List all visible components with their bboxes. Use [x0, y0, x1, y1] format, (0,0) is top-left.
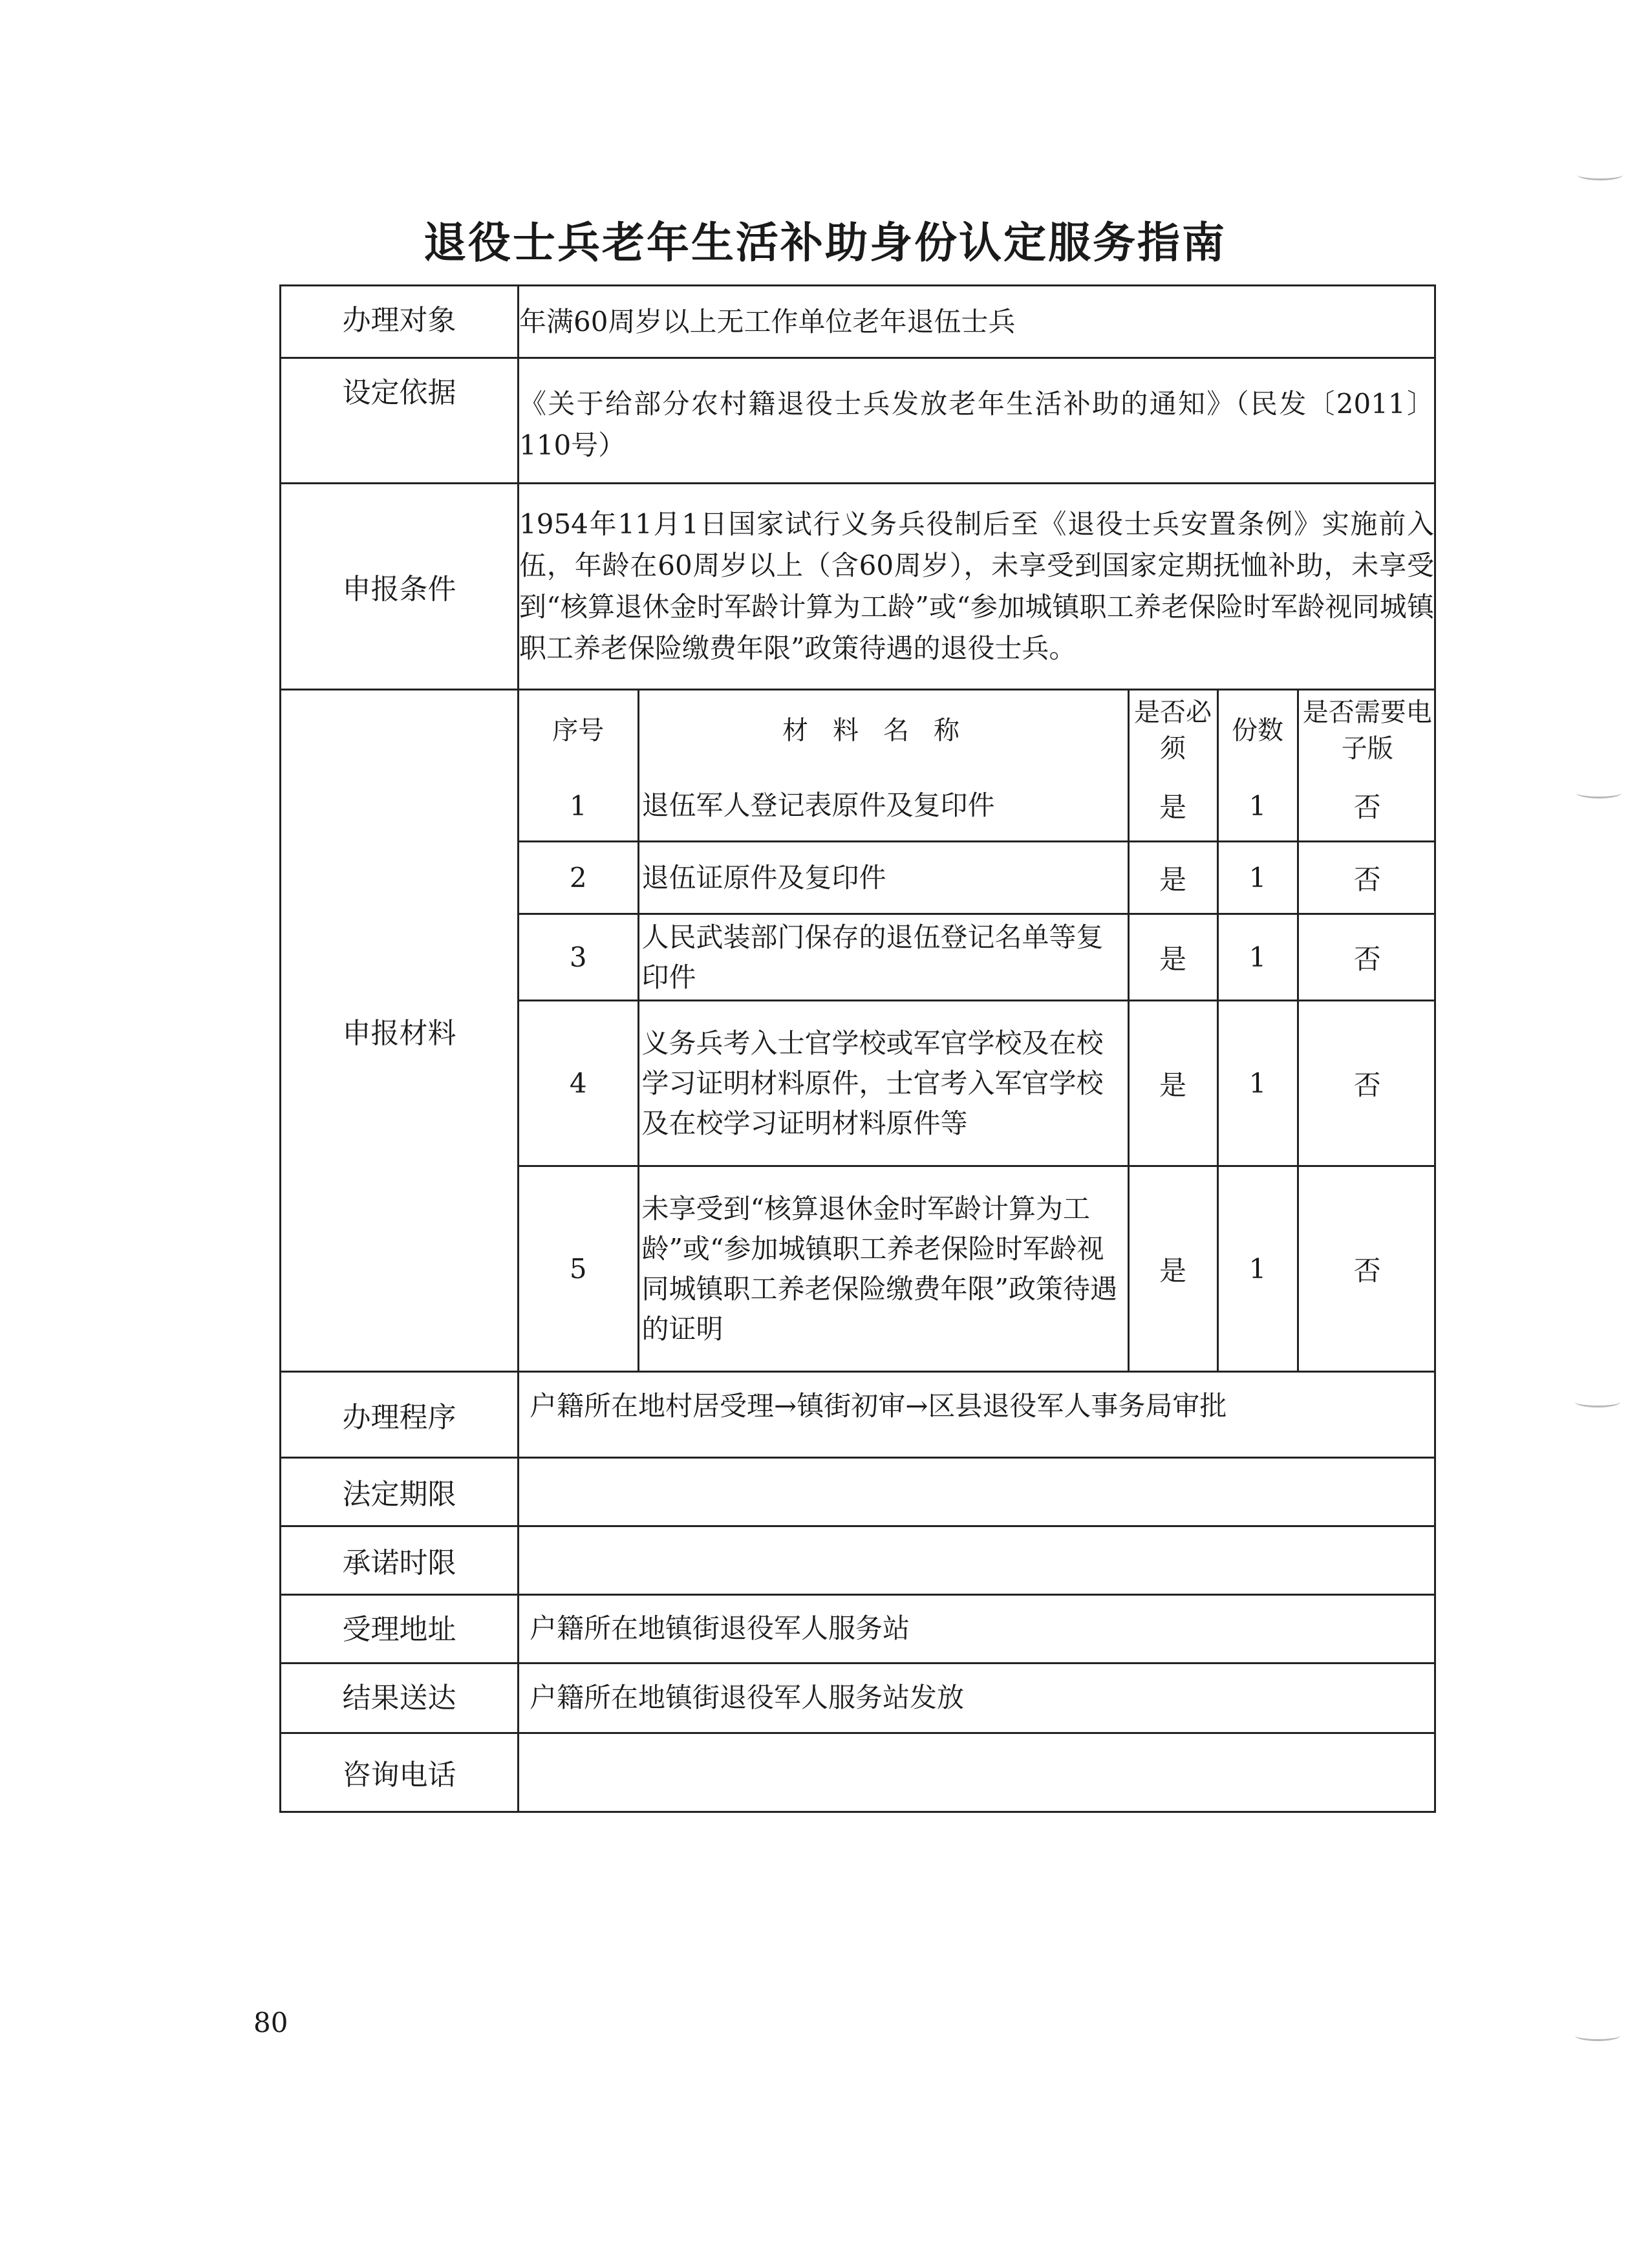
value-delivery: 户籍所在地镇街退役军人服务站发放 [519, 1663, 1435, 1733]
header-copies: 份数 [1217, 690, 1298, 771]
item-no: 2 [519, 842, 638, 914]
table-row [519, 914, 1436, 1001]
value-basis: 《关于给部分农村籍退役士兵发放老年生活补助的通知》（民发〔2011〕110号） [519, 358, 1435, 484]
materials-header-row [519, 690, 1436, 771]
item-name: 义务兵考入士官学校或军官学校及在校学习证明材料原件，士官考入军官学校及在校学习证明材料原件等 [638, 1001, 1128, 1166]
row-target [281, 286, 1435, 358]
value-target: 年满60周岁以上无工作单位老年退伍士兵 [519, 286, 1435, 358]
table-row [519, 1166, 1436, 1371]
table-row [519, 771, 1436, 842]
item-required: 是 [1128, 771, 1217, 842]
item-required: 是 [1128, 1001, 1217, 1166]
item-name: 未享受到“核算退休金时军龄计算为工龄”或“参加城镇职工养老保险时军龄视同城镇职工养老保险缴费年限”政策待遇的证明 [638, 1166, 1128, 1371]
materials-table [519, 690, 1436, 1371]
table-row [519, 1001, 1436, 1166]
item-required: 是 [1128, 914, 1217, 1001]
row-procedure [281, 1372, 1435, 1457]
header-required: 是否必须 [1128, 690, 1217, 771]
label-procedure: 办理程序 [281, 1372, 519, 1457]
header-no: 序号 [519, 690, 638, 771]
item-electronic: 否 [1298, 1166, 1436, 1371]
value-phone [519, 1733, 1435, 1812]
item-electronic: 否 [1298, 1001, 1436, 1166]
label-materials: 申报材料 [281, 689, 519, 1372]
row-conditions [281, 484, 1435, 689]
row-address [281, 1594, 1435, 1663]
item-copies: 1 [1217, 771, 1298, 842]
item-no: 4 [519, 1001, 638, 1166]
row-materials [281, 689, 1435, 1372]
row-promised-limit [281, 1526, 1435, 1594]
scan-artifact [1578, 169, 1623, 180]
item-copies: 1 [1217, 842, 1298, 914]
label-legal-limit: 法定期限 [281, 1457, 519, 1526]
header-electronic: 是否需要电子版 [1298, 690, 1436, 771]
row-phone [281, 1733, 1435, 1812]
table-row [519, 842, 1436, 914]
item-required: 是 [1128, 842, 1217, 914]
item-name: 退伍军人登记表原件及复印件 [638, 771, 1128, 842]
value-address: 户籍所在地镇街退役军人服务站 [519, 1594, 1435, 1663]
item-no: 1 [519, 771, 638, 842]
page-number: 80 [253, 2007, 288, 2038]
label-address: 受理地址 [281, 1594, 519, 1663]
item-electronic: 否 [1298, 914, 1436, 1001]
label-promised-limit: 承诺时限 [281, 1526, 519, 1594]
row-legal-limit [281, 1457, 1435, 1526]
value-procedure: 户籍所在地村居受理→镇街初审→区县退役军人事务局审批 [519, 1372, 1435, 1457]
item-name: 退伍证原件及复印件 [638, 842, 1128, 914]
item-copies: 1 [1217, 1001, 1298, 1166]
item-name: 人民武装部门保存的退伍登记名单等复印件 [638, 914, 1128, 1001]
service-guide-table [279, 284, 1436, 1813]
scan-artifact [1576, 787, 1622, 798]
item-copies: 1 [1217, 914, 1298, 1001]
item-electronic: 否 [1298, 842, 1436, 914]
header-name: 材料名称 [638, 690, 1128, 771]
item-electronic: 否 [1298, 771, 1436, 842]
label-phone: 咨询电话 [281, 1733, 519, 1812]
value-conditions: 1954年11月1日国家试行义务兵役制后至《退役士兵安置条例》实施前入伍，年龄在60周岁以上（含60周岁），未享受到国家定期抚恤补助，未享受到“核算退休金时军龄计算为工龄”或“参加城镇职工养老保险时军龄视同城镇职工养老保险缴费年限”政策待遇的退役士兵。 [519, 484, 1435, 689]
item-copies: 1 [1217, 1166, 1298, 1371]
scan-artifact [1575, 1396, 1620, 1407]
label-target: 办理对象 [281, 286, 519, 358]
item-required: 是 [1128, 1166, 1217, 1371]
scan-artifact [1575, 2030, 1620, 2041]
item-no: 5 [519, 1166, 638, 1371]
label-delivery: 结果送达 [281, 1663, 519, 1733]
page-title: 退役士兵老年生活补助身份认定服务指南 [423, 218, 1227, 268]
row-basis [281, 358, 1435, 484]
label-basis: 设定依据 [281, 358, 519, 484]
value-promised-limit [519, 1526, 1435, 1594]
row-delivery [281, 1663, 1435, 1733]
value-legal-limit [519, 1457, 1435, 1526]
label-conditions: 申报条件 [281, 484, 519, 689]
materials-cell [519, 689, 1435, 1372]
item-no: 3 [519, 914, 638, 1001]
